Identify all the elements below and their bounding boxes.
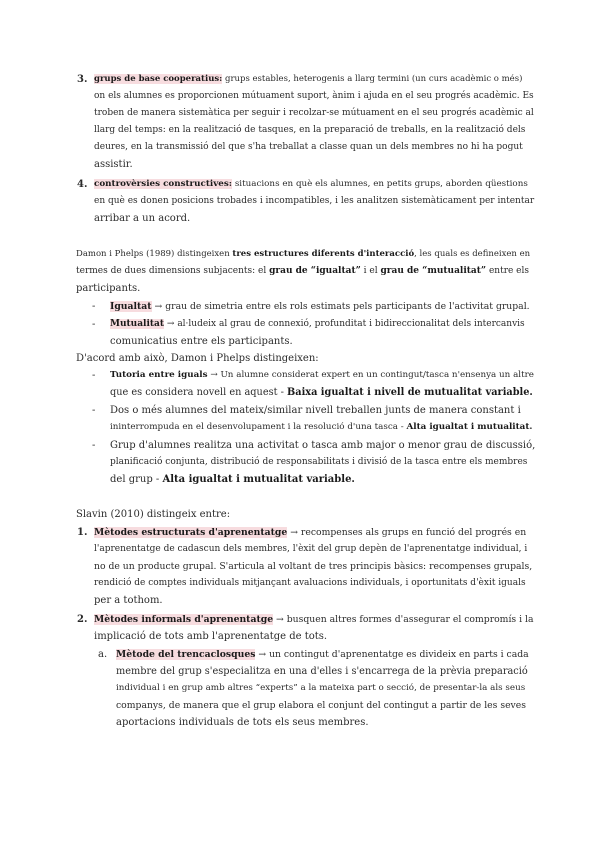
type-grup: - Grup d'alumnes realitza una activitat o tasca amb major o menor grau de discussió, planificació conjunta, distribució de responsabilitats i divisió de la tasca entre els membres del grup - Alta igualtat i mutualitat variable. <box>92 440 536 485</box>
arrow-icon: → <box>154 301 163 312</box>
list-number: 4. <box>77 179 88 190</box>
arrow-icon: → <box>276 614 284 625</box>
method-2a: a. Mètode del trencaclosques → un contingut d'aprenentatge es divideix en parts i cada membre del grup s'especialitza en una d'elles i s'encarrega de la prèvia preparació individual i en grup amb altres “experts” a la mateixa part o secció, de presentar-la als seus companys, de manera que el grup elabora el conjunt del contingut a partir de les seves aportacions individuals de tots els seus membres. <box>0 646 600 731</box>
arrow-icon: → <box>210 370 218 380</box>
dim-mutualitat: - Mutualitat → al·ludeix al grau de connexió, profunditat i bidireccionalitat dels intercanvis comunicatius entre els participants. <box>92 319 525 347</box>
type-tutoria: - Tutoria entre iguals → Un alumne considerat expert en un contingut/tasca n'ensenya un altre que es considera novell en aquest - Baixa igualtat i nivell de mutualitat variable. <box>92 370 534 398</box>
damon-paragraph: Damon i Phelps (1989) distingeixen tres estructures diferents d'interacció, les quals es defineixen en termes de dues dimensions subjacents: el grau de “igualtat” i el grau de “mutualitat” entre els participants. <box>76 249 531 294</box>
term-tutoria: Tutoria entre iguals <box>110 370 208 380</box>
list-number: 3. <box>77 74 88 85</box>
term-metodes-informals: Mètodes informals d'aprenentatge <box>94 614 274 625</box>
list-number: 1. <box>77 527 88 538</box>
dim-igualtat: - Igualtat → grau de simetria entre els rols estimats pels participants de l'activitat grupal. <box>92 301 530 312</box>
term-igualtat: Igualtat <box>110 301 152 312</box>
arrow-icon: → <box>258 649 267 660</box>
arrow-icon: → <box>290 527 298 538</box>
slavin-intro: Slavin (2010) distingeix entre: <box>76 509 231 520</box>
list-item-3: 3. grups de base cooperatius: grups estables, heterogenis a llarg termini (un curs acadèmic o més) on els alumnes es proporcionen mútuament suport, ànim i ajuda en el seu progrés acadèmic. Es troben de manera sistemàtica per seguir i recolzar-se mútuament en el seu progrés acadèmic al llarg del temps: en la realització de tasques, en la preparació de treballs, en la realització dels deures, en la transmissió del que s'ha treballat a classe quan un dels membres no hi ha pogut assistir. <box>0 71 600 173</box>
term-controversies: controvèrsies constructives: <box>94 179 233 189</box>
term-metodes-estructurats: Mètodes estructurats d'aprenentatge <box>94 527 288 538</box>
term-grups-base: grups de base cooperatius: <box>94 74 223 84</box>
method-1: 1. Mètodes estructurats d'aprenentatge → recompenses als grups en funció del progrés en l'aprenentatge de cadascun dels membres, l'èxit del grup depèn de l'aprenentatge individual, i no de un producte grupal. S'articula al voltant de tres principis bàsics: recompenses grupals, rendició de comptes individuals mitjançant avaluacions individuals, i oportunitats d'èxit iguals per a tothom. <box>0 524 600 609</box>
term-trencaclosques: Mètode del trencaclosques <box>116 649 256 660</box>
arrow-icon: → <box>166 319 175 329</box>
list-number: 2. <box>77 614 88 625</box>
type-cooperacio: - Dos o més alumnes del mateix/similar nivell treballen junts de manera constant i ininterrompuda en el desenvolupament i la resolució d'una tasca - Alta igualtat i mutualitat. <box>92 405 533 432</box>
term-mutualitat: Mutualitat <box>110 319 165 329</box>
damon-intro: D'acord amb això, Damon i Phelps distingeixen: <box>76 353 319 364</box>
method-2: 2. Mètodes informals d'aprenentatge → busquen altres formes d'assegurar el compromís i la implicació de tots amb l'aprenentatge de tots. <box>0 611 600 645</box>
list-item-4: 4. controvèrsies constructives: situacions en què els alumnes, en petits grups, aborden qüestions en què es donen posicions trobades i incompatibles, i les analitzen sistemàticament per intentar arribar a un acord. <box>0 176 600 227</box>
list-letter: a. <box>98 649 108 660</box>
